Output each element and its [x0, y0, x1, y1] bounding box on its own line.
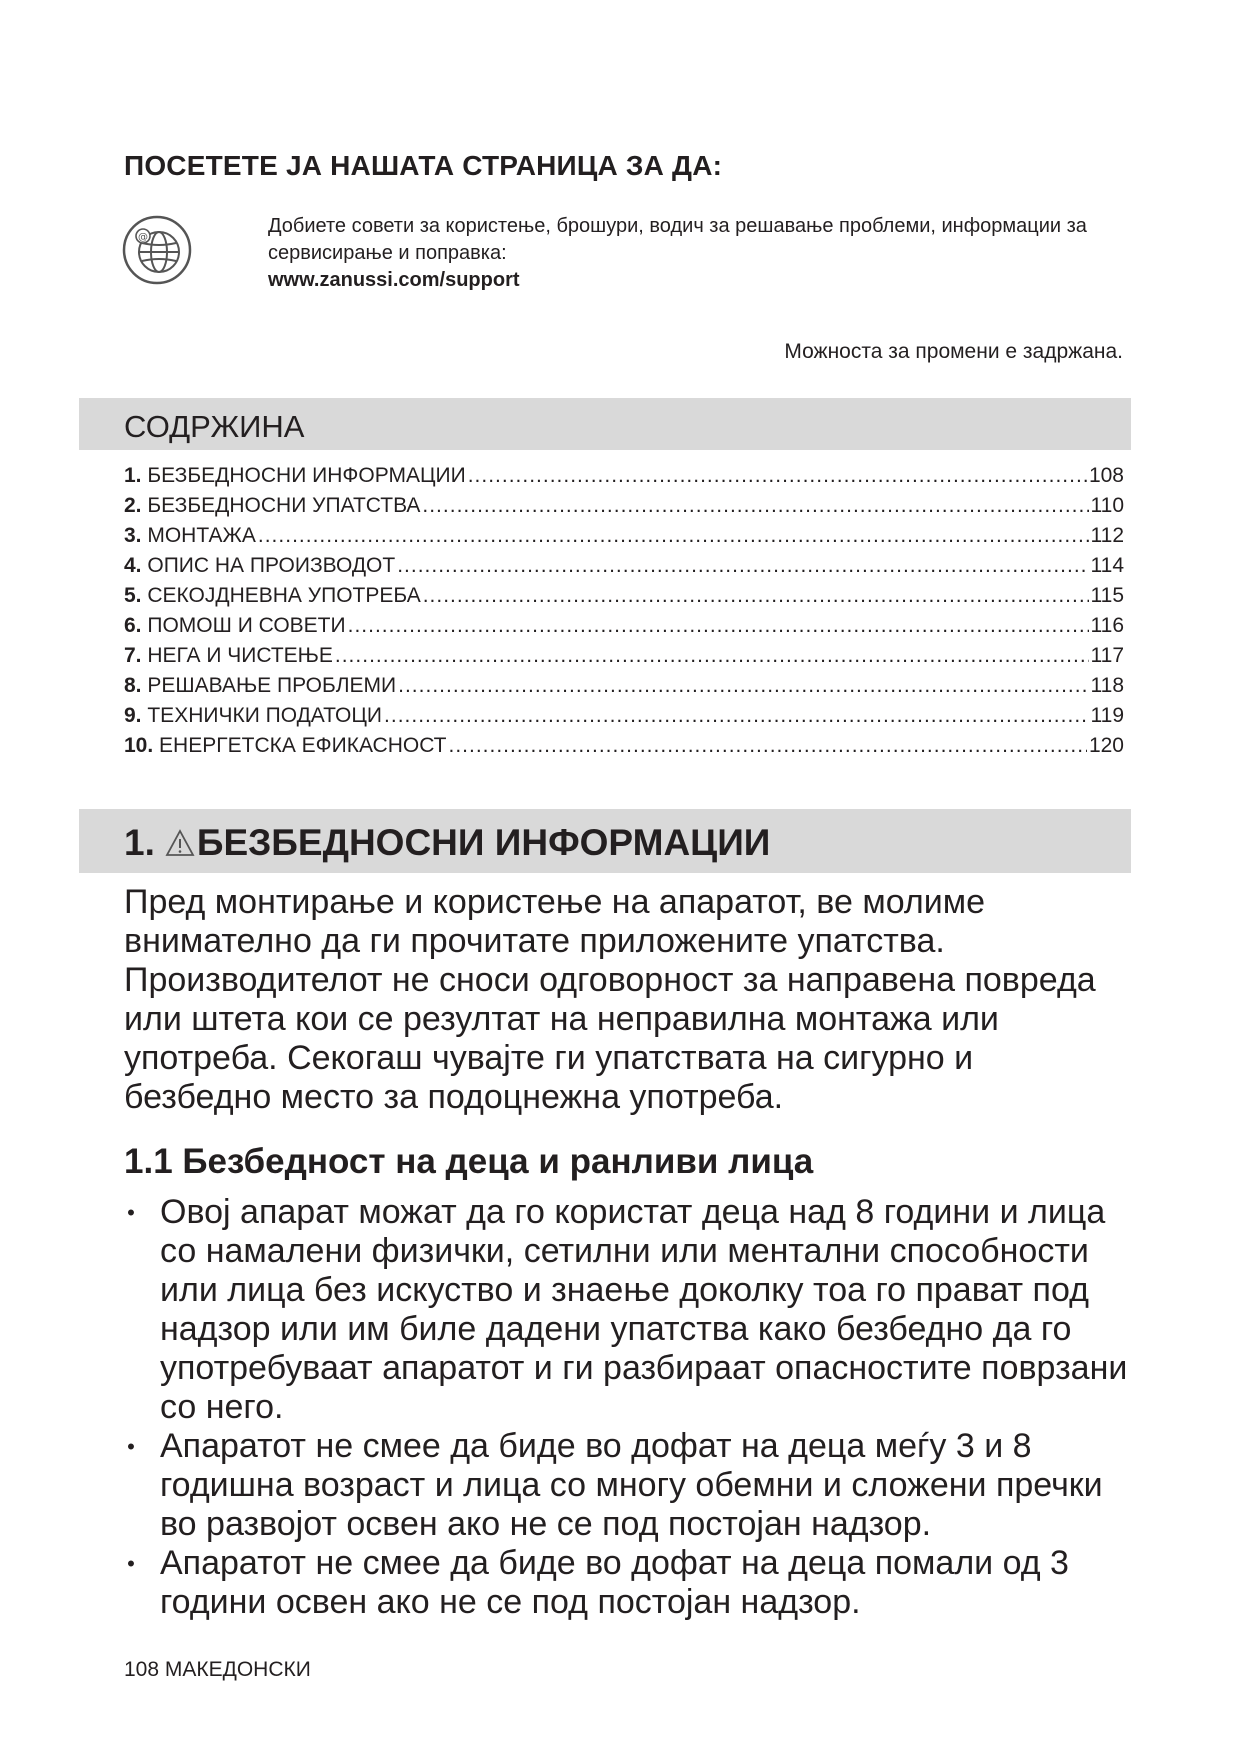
toc-dot-leader	[384, 704, 1088, 728]
toc-item-label: БЕЗБЕДНОСНИ УПАТСТВА	[147, 494, 421, 517]
toc-header-band	[79, 398, 1131, 450]
toc-item-page: 118	[1090, 674, 1124, 697]
section-title	[124, 822, 770, 864]
toc-title: СОДРЖИНА	[124, 409, 305, 444]
toc-item[interactable]	[124, 704, 1124, 734]
toc-item[interactable]	[124, 494, 1124, 524]
bullet-item	[124, 1544, 1134, 1622]
toc-item-number: 1.	[124, 464, 142, 487]
toc-item-page: 119	[1090, 704, 1124, 727]
bullet-item	[124, 1427, 1134, 1544]
toc-item-label: ПОМОШ И СОВЕТИ	[147, 614, 346, 637]
bullet-text: Апаратот не смее да биде во дофат на деца помали од 3 години освен ако не се под постојан надзор.	[160, 1544, 1069, 1621]
toc-dot-leader	[335, 644, 1089, 668]
toc-item[interactable]	[124, 584, 1124, 614]
bullet-dot-icon: •	[127, 1200, 135, 1225]
toc-item-number: 5.	[124, 584, 142, 607]
toc-item-page: 120	[1088, 734, 1124, 757]
toc-item[interactable]	[124, 644, 1124, 674]
toc-item-number: 9.	[124, 704, 142, 727]
toc-item-page: 115	[1090, 584, 1124, 607]
bullet-text: Овој апарат можат да го користат деца над 8 години и лица со намалени физички, сетилни или ментални способности или лица без искуство и знаење доколку тоа го прават под надзор или им биле дадени упатства како безбедно да го употребуваат апаратот и ги разбираат опасностите поврзани со него.	[160, 1193, 1128, 1426]
bullet-text: Апаратот не смее да биде во дофат на деца меѓу 3 и 8 годишна возраст и лица со многу обемни и сложени пречки во развојот освен ако не се под постојан надзор.	[160, 1427, 1103, 1543]
toc-item-number: 10.	[124, 734, 154, 757]
page-footer: 108 МАКЕДОНСКИ	[124, 1658, 311, 1681]
toc-item-page: 112	[1090, 524, 1124, 547]
support-info	[268, 213, 1128, 294]
changes-reserved-note: Можноста за промени е задржана.	[784, 340, 1123, 363]
globe-web-icon	[121, 214, 193, 286]
toc-list	[124, 464, 1124, 764]
bullet-dot-icon: •	[127, 1434, 135, 1459]
toc-item-page: 117	[1090, 644, 1124, 667]
toc-item-number: 8.	[124, 674, 142, 697]
visit-heading: ПОСЕТЕТЕ ЈА НАШАТА СТРАНИЦА ЗА ДА:	[124, 150, 723, 181]
toc-item-page: 116	[1090, 614, 1124, 637]
toc-item-page: 110	[1090, 494, 1124, 517]
toc-item-label: БЕЗБЕДНОСНИ ИНФОРМАЦИИ	[147, 464, 466, 487]
support-url-link[interactable]: www.zanussi.com/support	[268, 269, 520, 291]
toc-item-number: 2.	[124, 494, 142, 517]
toc-dot-leader	[422, 494, 1088, 518]
support-text: Добиете совети за користење, брошури, водич за решавање проблеми, информации за сервисирање и поправка:	[268, 215, 1087, 264]
warning-triangle-icon	[165, 829, 195, 857]
safety-bullet-list	[124, 1193, 1134, 1622]
toc-item-number: 7.	[124, 644, 142, 667]
subsection-heading: 1.1 Безбедност на деца и ранливи лица	[124, 1142, 814, 1181]
toc-dot-leader	[448, 734, 1086, 758]
svg-text:@: @	[138, 232, 148, 243]
toc-dot-leader	[423, 584, 1089, 608]
toc-item[interactable]	[124, 734, 1124, 764]
toc-dot-leader	[398, 674, 1088, 698]
toc-item-label: МОНТАЖА	[147, 524, 256, 547]
toc-dot-leader	[397, 554, 1088, 578]
bullet-item	[124, 1193, 1134, 1427]
toc-dot-leader	[468, 464, 1087, 488]
section-title-text: БЕЗБЕДНОСНИ ИНФОРМАЦИИ	[196, 822, 771, 863]
toc-dot-leader	[348, 614, 1089, 638]
toc-item[interactable]	[124, 554, 1124, 584]
intro-paragraph: Пред монтирање и користење на апаратот, ве молиме внимателно да ги прочитате приложените упатства. Производителот не сноси одговорност за направена повреда или штета кои се резултат на неправилна монтажа или употреба. Секогаш чувајте ги упатствата на сигурно и безбедно место за подоцнежна употреба.	[124, 883, 1096, 1116]
toc-item[interactable]	[124, 614, 1124, 644]
toc-item-label: ОПИС НА ПРОИЗВОДОТ	[147, 554, 396, 577]
toc-item[interactable]	[124, 464, 1124, 494]
toc-item-number: 4.	[124, 554, 142, 577]
toc-item[interactable]	[124, 674, 1124, 704]
toc-item-label: НЕГА И ЧИСТЕЊЕ	[147, 644, 333, 667]
toc-dot-leader	[258, 524, 1089, 548]
bullet-dot-icon: •	[127, 1551, 135, 1576]
toc-item[interactable]	[124, 524, 1124, 554]
toc-item-label: РЕШАВАЊЕ ПРОБЛЕМИ	[147, 674, 397, 697]
section-number: 1.	[124, 822, 155, 863]
toc-item-number: 6.	[124, 614, 142, 637]
section-header-band	[79, 809, 1131, 873]
toc-item-label: ТЕХНИЧКИ ПОДАТОЦИ	[147, 704, 383, 727]
toc-item-label: СЕКОЈДНЕВНА УПОТРЕБА	[147, 584, 421, 607]
toc-item-page: 114	[1090, 554, 1124, 577]
toc-item-label: ЕНЕРГЕТСКА ЕФИКАСНОСТ	[159, 734, 447, 757]
toc-item-page: 108	[1088, 464, 1124, 487]
toc-item-number: 3.	[124, 524, 142, 547]
